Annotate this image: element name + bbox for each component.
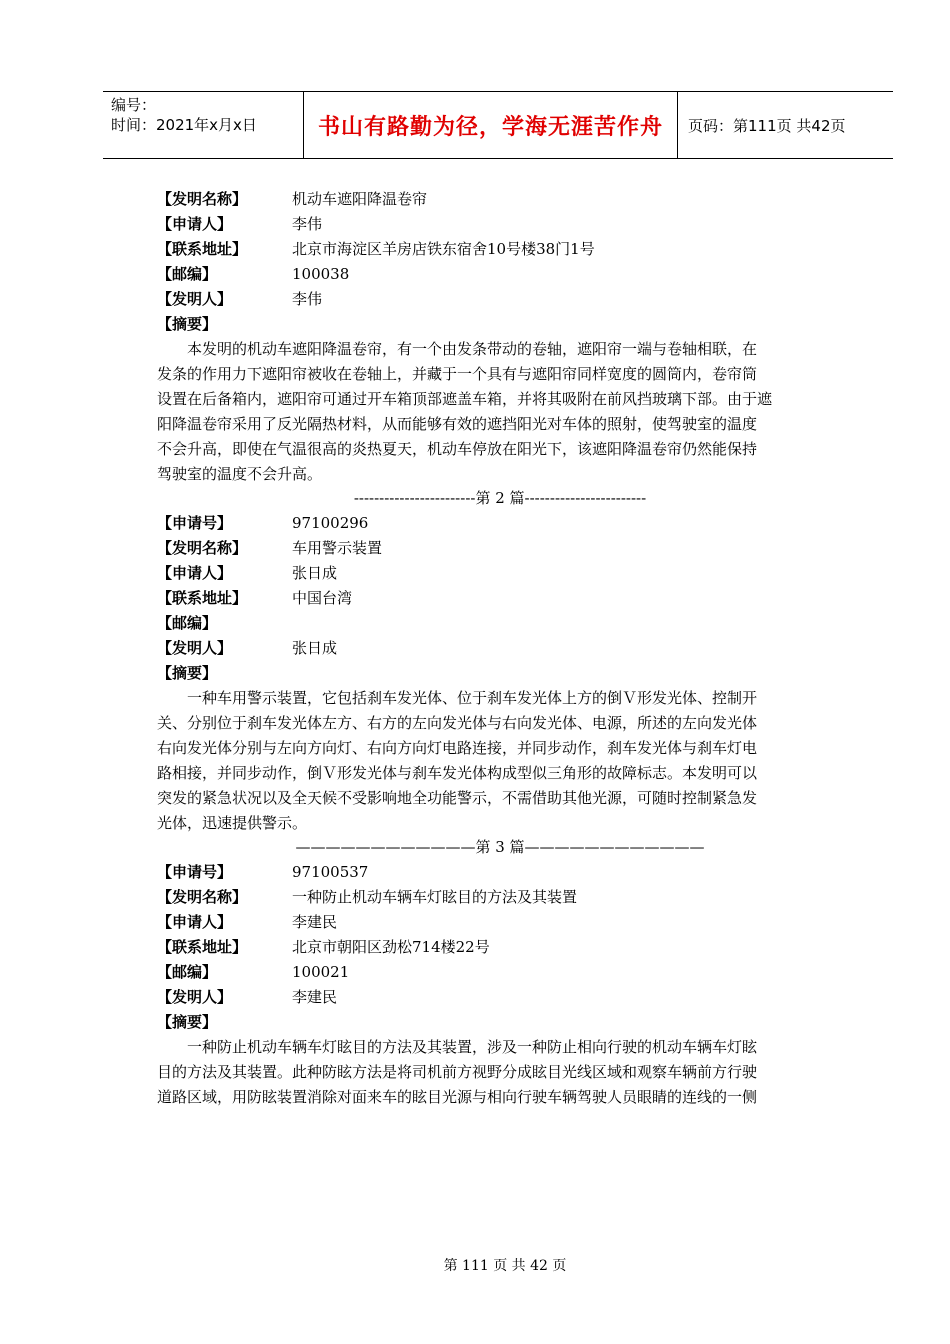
- field-label: 【摘要】: [157, 315, 218, 333]
- field-value: 一种防止机动车辆车灯眩目的方法及其装置: [292, 888, 578, 906]
- field-label: 【发明名称】: [157, 190, 248, 208]
- abstract-line: 道路区域，用防眩装置消除对面来车的眩目光源与相向行驶车辆驾驶人员眼睛的连线的一侧: [157, 1088, 758, 1106]
- field-label: 【发明名称】: [157, 539, 248, 557]
- header-motto-cell: [304, 92, 678, 158]
- abstract-line: 关、分别位于刹车发光体左方、右方的左向发光体与右向发光体、电源，所述的左向发光体: [157, 714, 758, 732]
- abstract-line: 不会升高，即使在气温很高的炎热夏天，机动车停放在阳光下，该遮阳降温卷帘仍然能保持: [157, 440, 758, 458]
- field-label: 【邮编】: [157, 614, 218, 632]
- field-label: 【邮编】: [157, 265, 218, 283]
- time-label: 时间：2021年x月x日: [111, 116, 257, 134]
- field-label: 【发明人】: [157, 639, 233, 657]
- field-value: 张日成: [292, 564, 338, 582]
- field-value: 100038: [292, 265, 350, 283]
- field-label: 【摘要】: [157, 1013, 218, 1031]
- field-value: 北京市海淀区羊房店铁东宿舍10号楼38门1号: [292, 240, 595, 258]
- field-value: 机动车遮阳降温卷帘: [292, 190, 428, 208]
- field-value: 车用警示装置: [292, 539, 383, 557]
- field-value: 李建民: [292, 988, 338, 1006]
- section-separator-2: ------------------------第 2 篇------------------------: [353, 489, 647, 507]
- field-label: 【摘要】: [157, 664, 218, 682]
- field-label: 【联系地址】: [157, 938, 248, 956]
- field-label: 【发明人】: [157, 988, 233, 1006]
- field-value: 李建民: [292, 913, 338, 931]
- abstract-line: 目的方法及其装置。此种防眩方法是将司机前方视野分成眩目光线区域和观察车辆前方行驶: [157, 1063, 758, 1081]
- abstract-line: 本发明的机动车遮阳降温卷帘，有一个由发条带动的卷轴，遮阳帘一端与卷轴相联，在: [187, 340, 758, 358]
- field-value: 李伟: [292, 215, 323, 233]
- field-value: 97100537: [292, 863, 369, 881]
- abstract-line: 突发的紧急状况以及全天候不受影响地全功能警示，不需借助其他光源，可随时控制紧急发: [157, 789, 758, 807]
- abstract-line: 发条的作用力下遮阳帘被收在卷轴上，并藏于一个具有与遮阳帘同样宽度的圆筒内，卷帘筒: [157, 365, 758, 383]
- field-value: 100021: [292, 963, 350, 981]
- header-page-code: 页码：第111页 共42页: [688, 116, 846, 135]
- field-label: 【联系地址】: [157, 589, 248, 607]
- abstract-line: 一种车用警示装置，它包括刹车发光体、位于刹车发光体上方的倒Ｖ形发光体、控制开: [187, 689, 758, 707]
- section-separator-3: ————————————第 3 篇————————————: [295, 838, 705, 856]
- abstract-line: 设置在后备箱内，遮阳帘可通过开车箱顶部遮盖车箱，并将其吸附在前风挡玻璃下部。由于遮: [157, 390, 773, 408]
- field-label: 【申请号】: [157, 514, 233, 532]
- field-label: 【发明人】: [157, 290, 233, 308]
- field-label: 【联系地址】: [157, 240, 248, 258]
- number-label: 编号：: [111, 96, 157, 114]
- abstract-line: 阳降温卷帘采用了反光隔热材料，从而能够有效的遮挡阳光对车体的照射，使驾驶室的温度: [157, 415, 758, 433]
- field-label: 【邮编】: [157, 963, 218, 981]
- field-value: 中国台湾: [292, 589, 353, 607]
- field-label: 【发明名称】: [157, 888, 248, 906]
- abstract-line: 驾驶室的温度不会升高。: [157, 465, 323, 483]
- field-label: 【申请人】: [157, 215, 233, 233]
- page-footer: 第 111 页 共 42 页: [443, 1258, 567, 1274]
- abstract-line: 光体，迅速提供警示。: [157, 814, 308, 832]
- field-label: 【申请号】: [157, 863, 233, 881]
- page-header: [103, 91, 893, 159]
- field-value: 张日成: [292, 639, 338, 657]
- abstract-line: 路相接，并同步动作，倒Ｖ形发光体与刹车发光体构成型似三角形的故障标志。本发明可以: [157, 764, 758, 782]
- field-value: 北京市朝阳区劲松714楼22号: [292, 938, 490, 956]
- header-left-cell: [103, 92, 304, 158]
- motto: 书山有路勤为径，学海无涯苦作舟: [317, 114, 663, 140]
- field-label: 【申请人】: [157, 564, 233, 582]
- abstract-line: 右向发光体分别与左向方向灯、右向方向灯电路连接，并同步动作，刹车发光体与刹车灯电: [157, 739, 758, 757]
- field-value: 97100296: [292, 514, 369, 532]
- field-value: 李伟: [292, 290, 323, 308]
- abstract-line: 一种防止机动车辆车灯眩目的方法及其装置，涉及一种防止相向行驶的机动车辆车灯眩: [187, 1038, 758, 1056]
- field-label: 【申请人】: [157, 913, 233, 931]
